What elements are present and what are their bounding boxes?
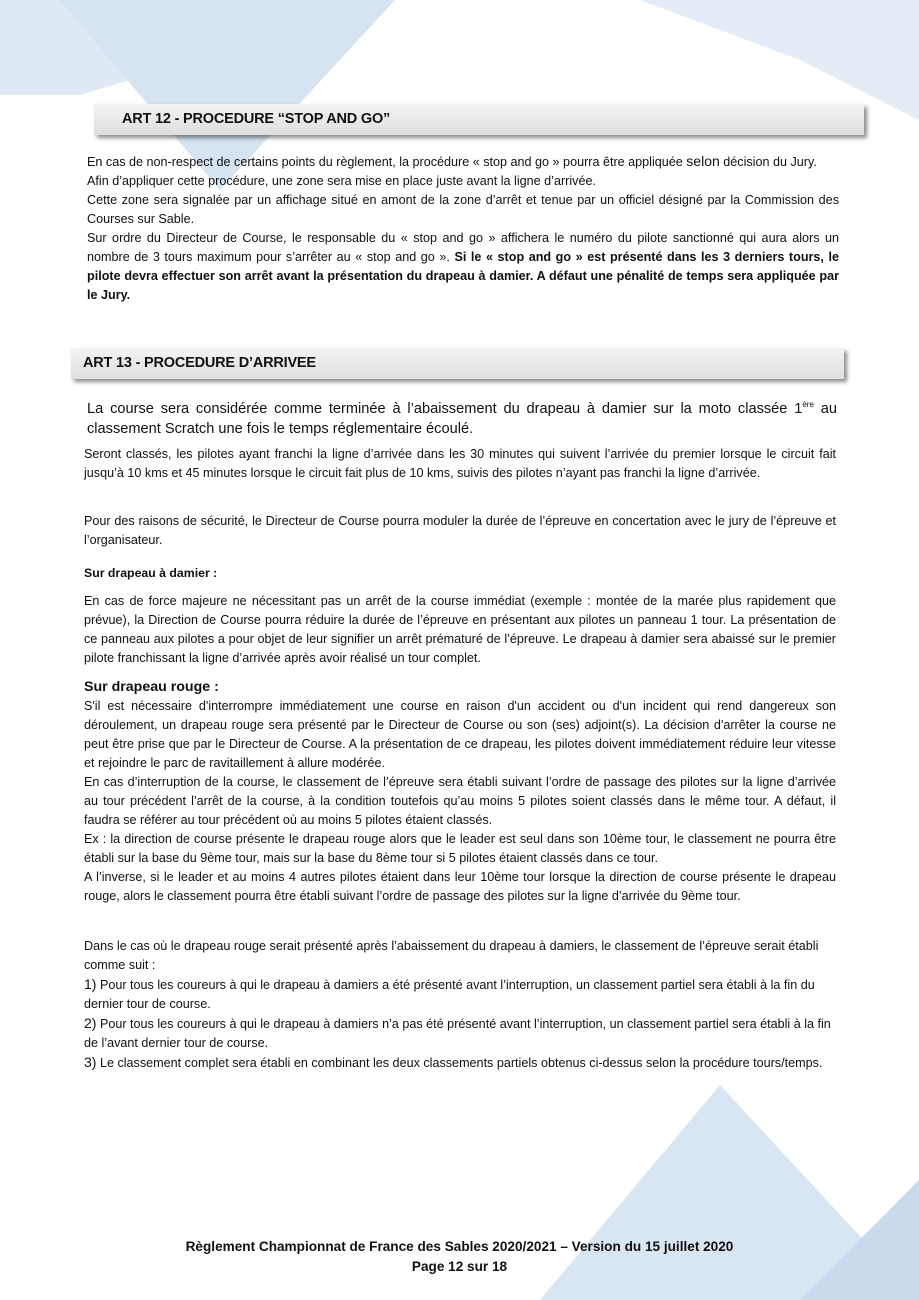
art12-heading: ART 12 - PROCEDURE “STOP AND GO” <box>94 104 864 135</box>
rouge-paragraph-3: Ex : la direction de course présente le drapeau rouge alors que le leader est seul dans son 10ème tour, le classement ne pourra être établi sur la base du 9ème tour, mais sur la base du 8ème tour si 5 pilotes étaient classés dans ce tour. <box>84 832 836 865</box>
footer-title: Règlement Championnat de France des Sables 2020/2021 – Version du 15 juillet 2020 <box>185 1239 734 1254</box>
art12-paragraph-1: En cas de non-respect de certains points du règlement, la procédure « stop and go » pourra être appliquée selon décision du Jury. <box>87 153 817 169</box>
list-item: 2) Pour tous les coureurs à qui le drapeau à damiers n’a pas été présenté avant l’interruption, un classement partiel sera établi à la fin de l’avant dernier tour de course. <box>84 1015 831 1050</box>
rouge-body <box>84 697 836 906</box>
page-number: Page 12 sur 18 <box>411 1259 508 1274</box>
art12-paragraph-4: Sur ordre du Directeur de Course, le responsable du « stop and go » affichera le numéro du pilote sanctionné qui aura alors un nombre de 3 tours maximum pour s’arrêter au « stop and go ». Si le « stop and go » est présenté dans les 3 derniers tours, le pilote devra effectuer son arrêt avant la présentation du drapeau à damier. A défaut une pénalité de temps sera appliquée par le Jury. <box>87 231 839 302</box>
list-item: 1) Pour tous les coureurs à qui le drapeau à damiers a été présenté avant l’interruption, un classement partiel sera établi à la fin du dernier tour de course. <box>84 976 815 1011</box>
rouge-paragraph-2: En cas d’interruption de la course, le classement de l’épreuve sera établi suivant l’ordre de passage des pilotes sur la ligne d’arrivée au tour précédent l’arrêt de la course, à la condition toutefois qu’au moins 5 pilotes soient classés dans le même tour. A défaut, il faudra se référer au tour précédent où au moins 5 pilotes étaient classés. <box>84 775 836 827</box>
art12-paragraph-2: Afin d’appliquer cette procédure, une zone sera mise en place juste avant la ligne d’arrivée. <box>87 174 596 188</box>
art13-intro: La course sera considérée comme terminée à l’abaissement du drapeau à damier sur la moto classée 1ère au classement Scratch une fois le temps réglementaire écoulé. <box>87 400 837 437</box>
rouge-paragraph-4: A l’inverse, si le leader et au moins 4 autres pilotes étaient dans leur 10ème tour lorsque la direction de course présente le drapeau rouge, alors le classement pourra être établi suivant l’ordre de passage des pilotes sur la ligne d’arrivée du 9ème tour. <box>84 870 836 903</box>
damier-paragraph: En cas de force majeure ne nécessitant pas un arrêt de la course immédiat (exemple : montée de la marée plus rapidement que prévue), la Direction de Course pourra réduire la durée de l’épreuve en présentant aux pilotes un panneau 1 tour. La présentation de ce panneau aux pilotes a pour objet de leur signifier un arrêt prématuré de l’épreuve. Le drapeau à damier sera abaissé sur le premier pilote franchissant la ligne d’arrivée après avoir réalisé un tour complet. <box>84 594 836 665</box>
rouge-paragraph-1: S'il est nécessaire d'interrompre immédiatement une course en raison d'un accident ou d'un incident qui rend dangereux son déroulement, un drapeau rouge sera présenté par le Directeur de Course ou son (ses) adjoint(s). La décision d'arrêter la course ne peut être prise que par le Directeur de Course. A la présentation de ce drapeau, les pilotes doivent immédiatement réduire leur vitesse et rejoindre le parc de ravitaillement à allure modérée. <box>84 699 836 770</box>
art13-paragraph-1: Seront classés, les pilotes ayant franchi la ligne d’arrivée dans les 30 minutes qui suivent l’arrivée du premier lorsque le circuit fait jusqu’à 10 kms et 45 minutes lorsque le circuit fait plus de 10 kms, suivis des pilotes n’ayant pas franchi la ligne d’arrivée. <box>84 447 836 480</box>
art12-paragraph-3: Cette zone sera signalée par un affichage situé en amont de la zone d’arrêt et tenue par un officiel désigné par la Commission des Courses sur Sable. <box>87 193 839 226</box>
rouge-paragraph-5: Dans le cas où le drapeau rouge serait présenté après l’abaissement du drapeau à damiers, le classement de l’épreuve serait établi comme suit : <box>84 939 819 972</box>
damier-subheading: Sur drapeau à damier : <box>84 566 218 580</box>
list-item: 3) Le classement complet sera établi en combinant les deux classements partiels obtenus ci-dessus selon la procédure tours/temps. <box>84 1054 823 1070</box>
rouge-subheading: Sur drapeau rouge : <box>84 679 219 695</box>
rouge-after-damier <box>84 937 836 1073</box>
art12-body <box>87 152 839 305</box>
art13-paragraph-2: Pour des raisons de sécurité, le Directeur de Course pourra moduler la durée de l’épreuve en concertation avec le jury de l’épreuve et l’organisateur. <box>84 514 836 547</box>
art13-heading: ART 13 - PROCEDURE D’ARRIVEE <box>71 348 844 379</box>
